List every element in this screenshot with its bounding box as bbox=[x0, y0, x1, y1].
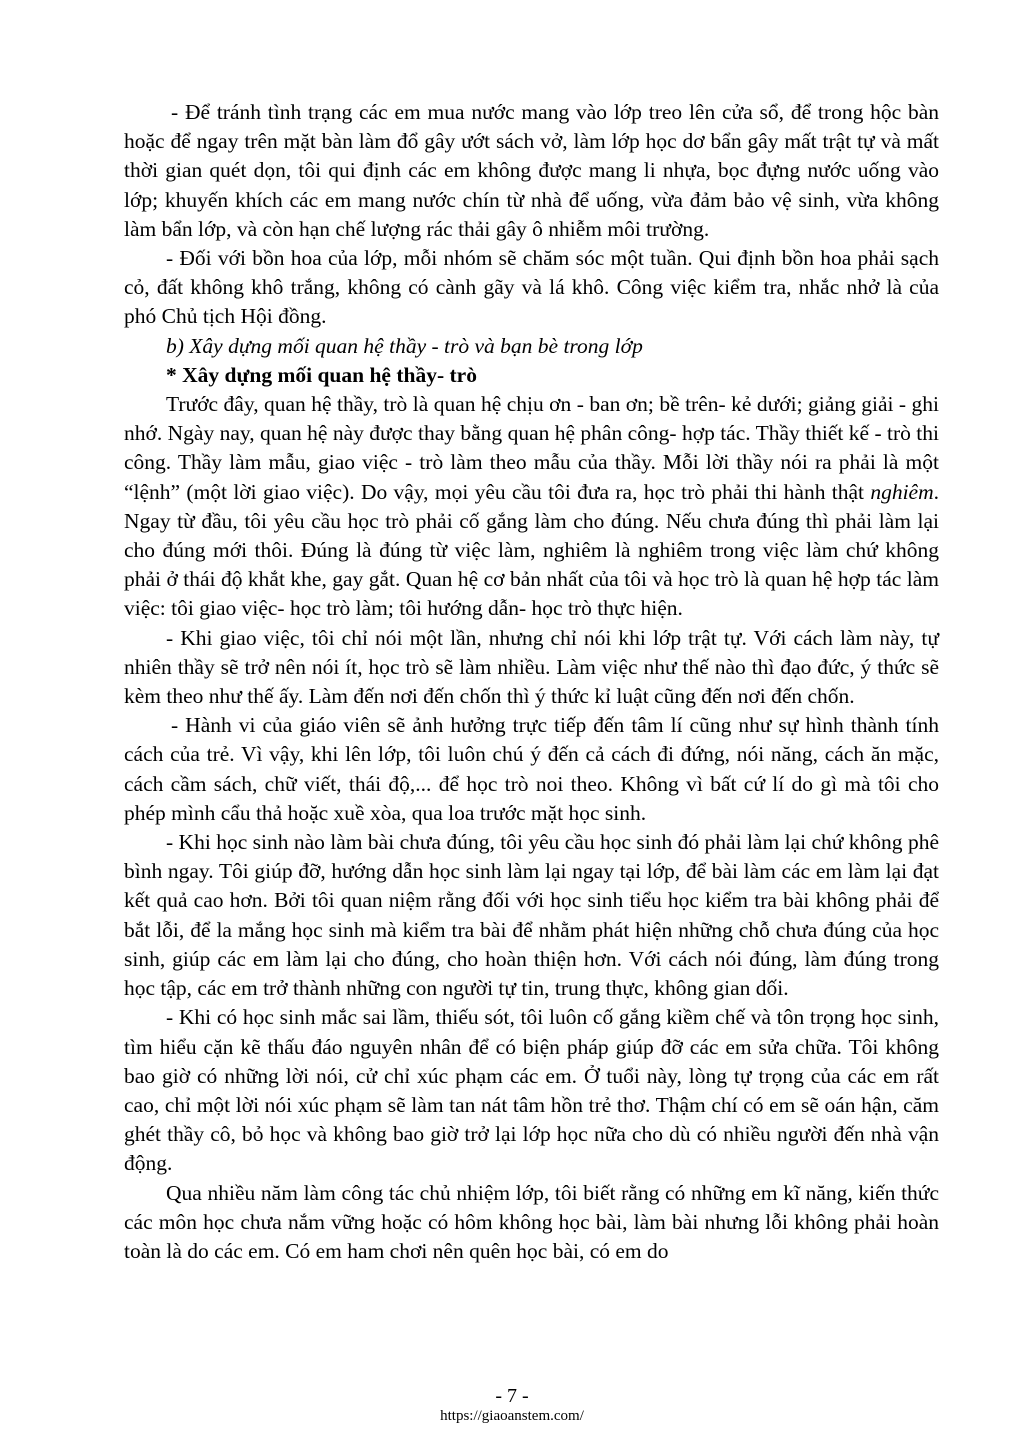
document-body bbox=[124, 98, 939, 1266]
footer-url: https://giaoanstem.com/ bbox=[440, 1408, 584, 1424]
paragraph-redo-work: - Khi học sinh nào làm bài chưa đúng, tôi yêu cầu học sinh đó phải làm lại chứ không phê bình ngay. Tôi giúp đỡ, hướng dẫn học sinh làm lại ngay tại lớp, để bài làm các em làm lại đạt kết quả cao hơn. Bởi tôi quan niệm rằng đối với học sinh tiểu học kiểm tra bài không phải để bắt lỗi, để la mắng học sinh mà kiểm tra bài để nhằm phát hiện những chỗ chưa đúng của học sinh, giúp các em làm lại cho đúng, cho hoàn thiện hơn. Với cách nói đúng, làm đúng trong học tập, các em trở thành những con người tự tin, trung thực, không gian dối. bbox=[124, 830, 939, 1001]
paragraph-experience: Qua nhiều năm làm công tác chủ nhiệm lớp, tôi biết rằng có những em kĩ năng, kiến thức các môn học chưa nắm vững hoặc có hôm không học bài, làm bài nhưng lỗi không phải hoàn toàn là do các em. Có em ham chơi nên quên học bài, có em do bbox=[124, 1180, 939, 1263]
page-number: - 7 - bbox=[495, 1385, 529, 1407]
paragraph-mistakes: - Khi có học sinh mắc sai lầm, thiếu sót, tôi luôn cố gắng kiềm chế và tôn trọng học sinh, tìm hiểu cặn kẽ thấu đáo nguyên nhân để có biện pháp giúp đỡ các em sửa chữa. Tôi không bao giờ có những lời nói, cử chỉ xúc phạm các em. Ở tuổi này, lòng tự trọng của các em rất cao, chỉ một lời nói xúc phạm sẽ làm tan nát tâm hồn trẻ thơ. Thậm chí có em sẽ oán hận, căm ghét thầy cô, bỏ học và không bao giờ trở lại lớp học nữa cho dù có nhiều người đến nhà vận động. bbox=[124, 1005, 939, 1176]
paragraph-text-before: Trước đây, quan hệ thầy, trò là quan hệ chịu ơn - ban ơn; bề trên- kẻ dưới; giảng giải - ghi nhớ. Ngày nay, quan hệ này được thay bằng quan hệ phân công- hợp tác. Thầy thiết kế - trò thi công. Thầy làm mẫu, giao việc - trò làm theo mẫu của thầy. Mỗi lời thầy nói ra phải là một “lệnh” (một lời giao việc). Do vậy, mọi yêu cầu tôi đưa ra, học trò phải thi hành thật bbox=[124, 392, 939, 504]
paragraph-teacher-behavior: - Hành vi của giáo viên sẽ ảnh hưởng trực tiếp đến tâm lí cũng như sự hình thành tính cách của trẻ. Vì vậy, khi lên lớp, tôi luôn chú ý đến cả cách đi đứng, nói năng, cách ăn mặc, cách cầm sách, chữ viết, thái độ,... để học trò noi theo. Không vì bất cứ lí do gì mà tôi cho phép mình cẩu thả hoặc xuề xòa, qua loa trước mặt học sinh. bbox=[124, 713, 939, 825]
paragraph-flower-bed: - Đối với bồn hoa của lớp, mỗi nhóm sẽ chăm sóc một tuần. Qui định bồn hoa phải sạch cỏ, đất không khô trắng, không có cành gãy và lá khô. Công việc kiểm tra, nhắc nhở là của phó Chủ tịch Hội đồng. bbox=[124, 246, 939, 329]
emphasized-word: nghiêm bbox=[870, 479, 934, 504]
paragraph-assigning-work: - Khi giao việc, tôi chỉ nói một lần, nhưng chỉ nói khi lớp trật tự. Với cách làm này, tự nhiên thầy sẽ trở nên nói ít, học trò sẽ làm nhiều. Làm việc như thế nào thì đạo đức, ý thức sẽ kèm theo như thế ấy. Làm đến nơi đến chốn thì ý thức kỉ luật cũng đến nơi đến chốn. bbox=[124, 625, 939, 709]
paragraph-teacher-student-relation bbox=[124, 390, 939, 624]
section-heading-bold: * Xây dựng mối quan hệ thầy- trò bbox=[166, 362, 477, 387]
section-heading-italic: b) Xây dựng mối quan hệ thầy - trò và bạn bè trong lớp bbox=[166, 333, 643, 358]
paragraph-water-rule: - Để tránh tình trạng các em mua nước mang vào lớp treo lên cửa sổ, để trong hộc bàn hoặc để ngay trên mặt bàn làm đổ gây ướt sách vở, làm lớp học dơ bẩn gây mất trật tự và mất thời gian quét dọn, tôi qui định các em không được mang li nhựa, bọc đựng nước uống vào lớp; khuyến khích các em mang nước chín từ nhà để uống, vừa đảm bảo vệ sinh, vừa không làm bẩn lớp, và còn hạn chế lượng rác thải gây ô nhiễm môi trường. bbox=[124, 100, 939, 241]
paragraph-text-after: . Ngay từ đầu, tôi yêu cầu học trò phải cố gắng làm cho đúng. Nếu chưa đúng thì phải làm lại cho đúng mới thôi. Đúng là đúng từ việc làm, nghiêm là nghiêm trong việc làm chứ không phải ở thái độ khắt khe, gay gắt. Quan hệ cơ bản nhất của tôi và học trò là quan hệ hợp tác làm việc: tôi giao việc- học trò làm; tôi hướng dẫn- học trò thực hiện. bbox=[124, 479, 939, 621]
